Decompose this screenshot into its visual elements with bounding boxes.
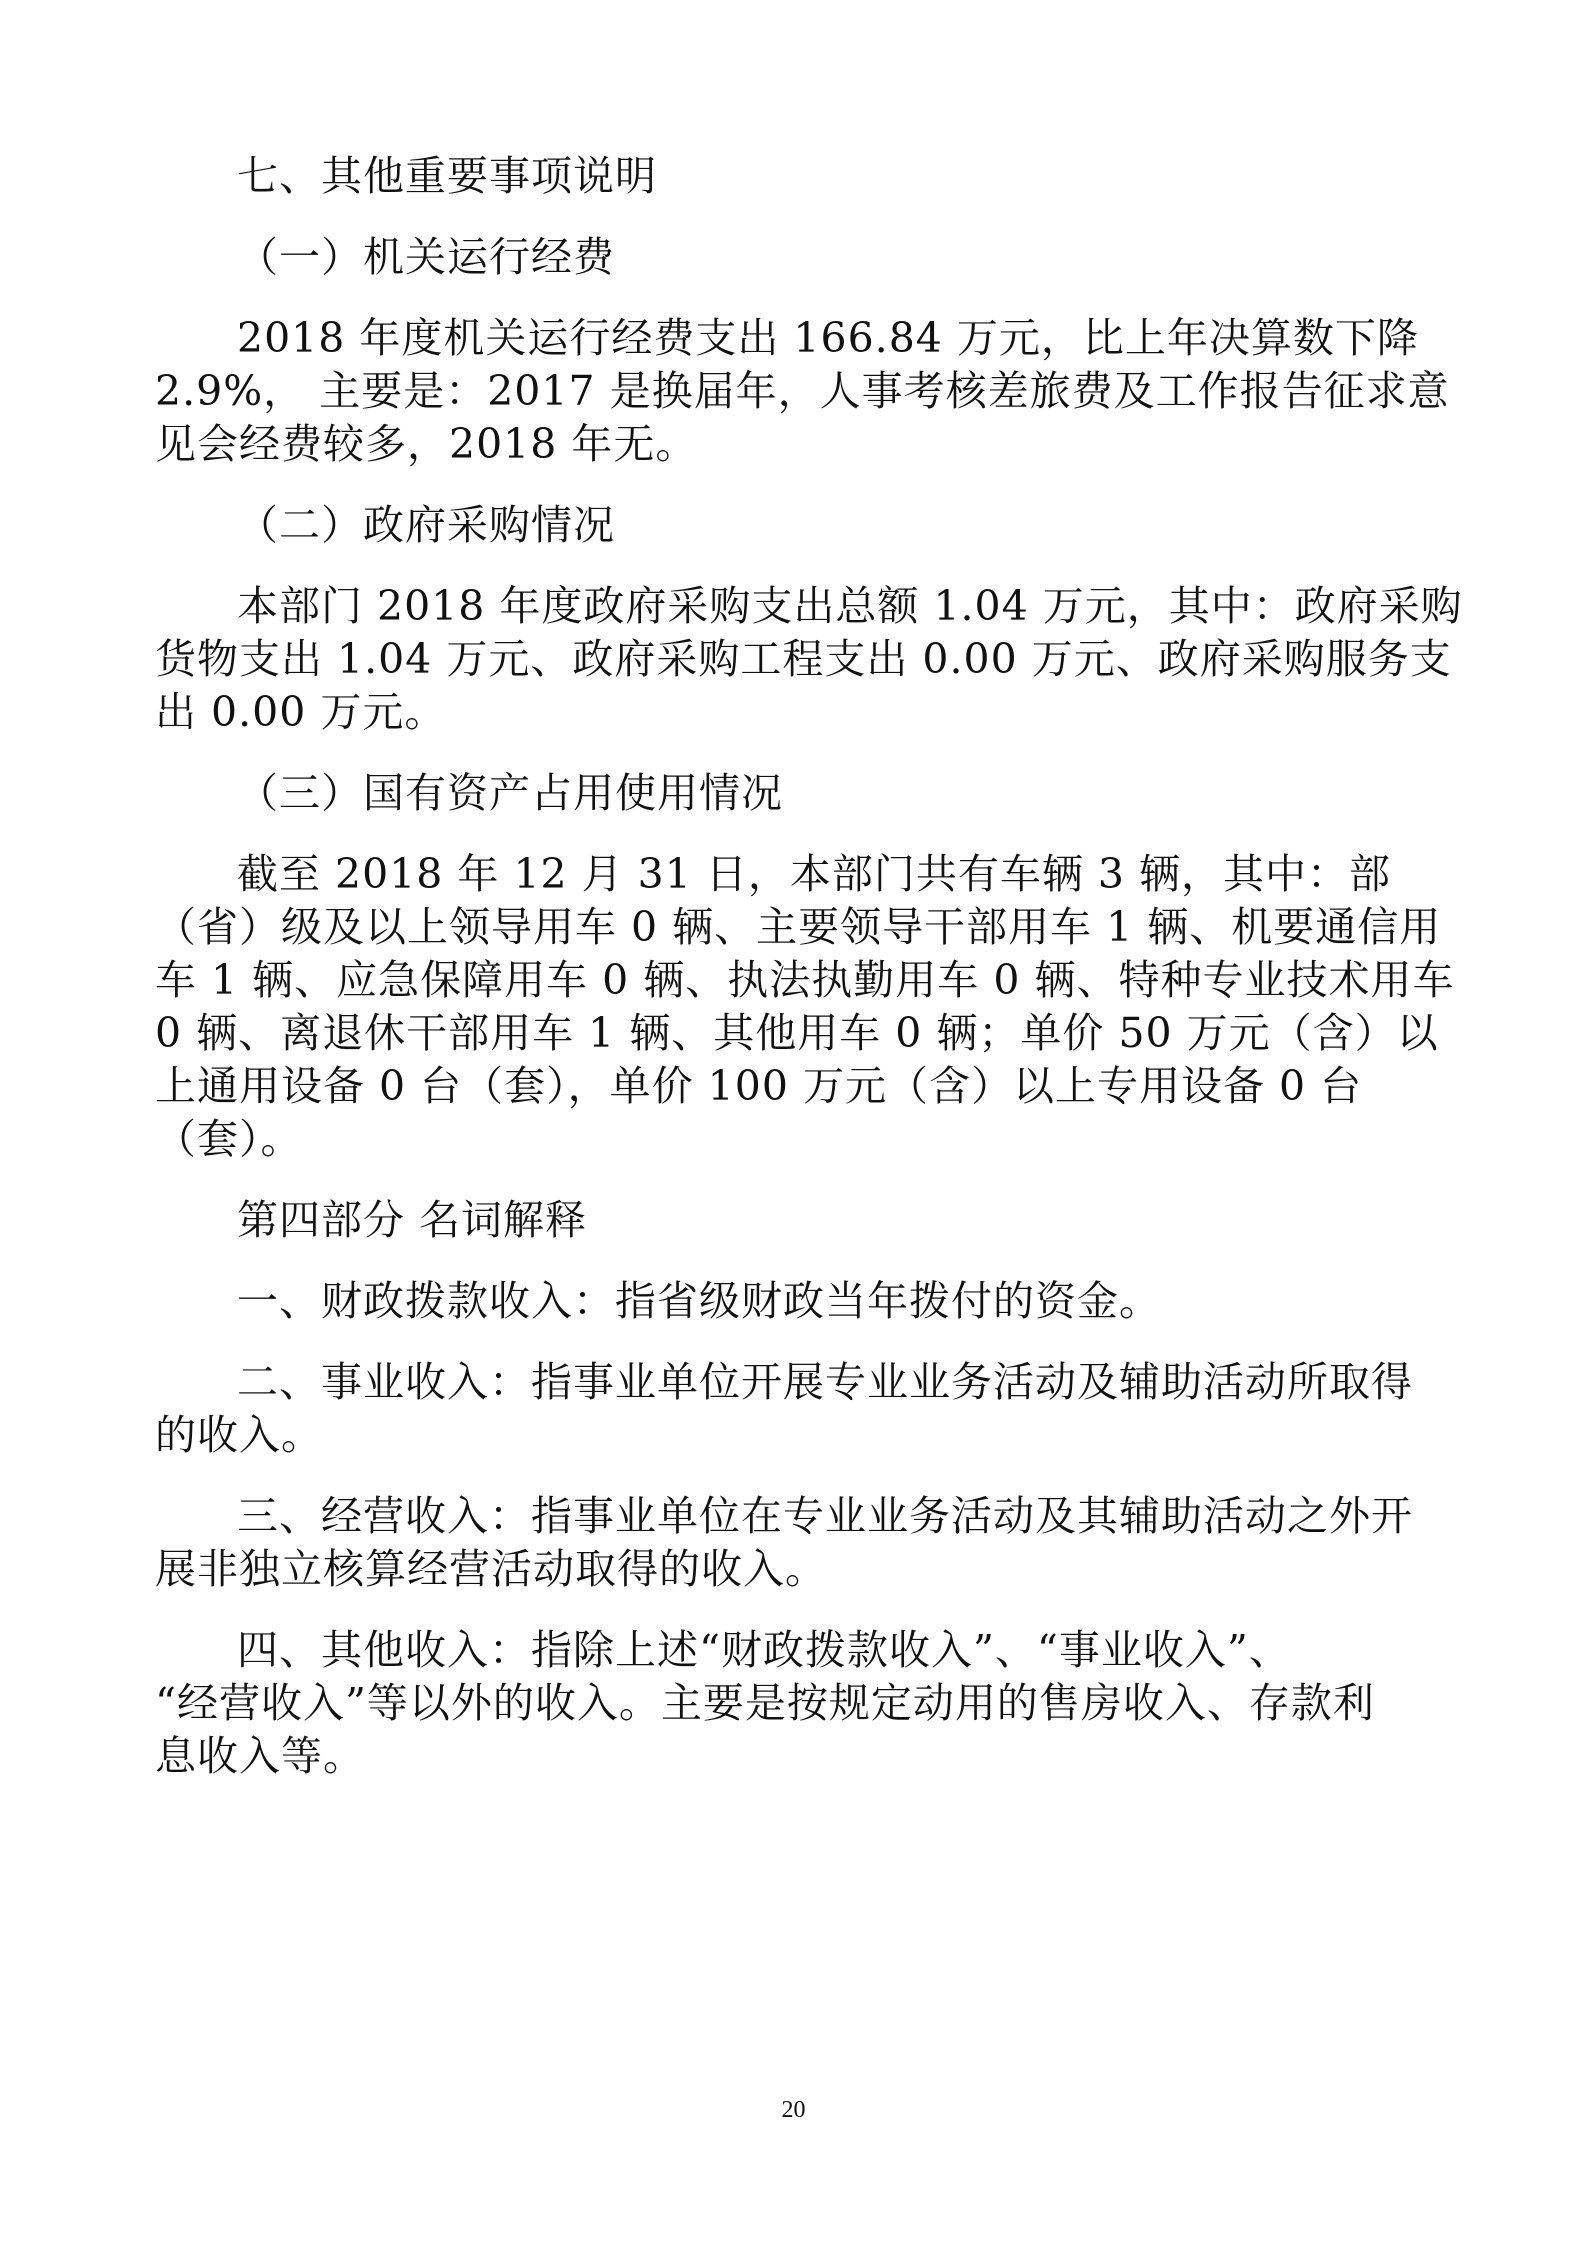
paragraph-gap — [155, 1596, 1440, 1624]
text-line: 展非独立核算经营活动取得的收入。 — [155, 1545, 827, 1593]
paragraph — [155, 1490, 1440, 1596]
paragraph-gap — [155, 1247, 1440, 1275]
paragraph-gap — [155, 552, 1440, 580]
text-line: （省）级及以上领导用车 0 辆、主要领导干部用车 1 辆、机要通信用 — [155, 903, 1442, 951]
text-line: 车 1 辆、应急保障用车 0 辆、执法执勤用车 0 辆、特种专业技术用车 — [155, 956, 1455, 1004]
text-line: 出 0.00 万元。 — [155, 688, 447, 736]
paragraph — [155, 1194, 1440, 1247]
text-line: 0 辆、离退休干部用车 1 辆、其他用车 0 辆；单价 50 万元（含）以 — [155, 1009, 1439, 1057]
text-line: （套）。 — [155, 1115, 303, 1163]
paragraph — [155, 312, 1450, 471]
text-line: 2018 年度机关运行经费支出 166.84 万元，比上年决算数下降 — [237, 314, 1419, 362]
document-body — [155, 150, 1463, 1783]
text-line: 见会经费较多，2018 年无。 — [155, 420, 698, 468]
paragraph-gap — [155, 1328, 1440, 1356]
paragraph — [155, 150, 1440, 203]
paragraph-gap — [155, 1166, 1440, 1194]
paragraph — [155, 1356, 1440, 1462]
paragraph-gap — [155, 1462, 1440, 1490]
text-line: “经营收入”等以外的收入。主要是按规定动用的售房收入、存款利 — [155, 1679, 1375, 1727]
text-line: 2.9%， 主要是：2017 是换届年，人事考核差旅费及工作报告征求意 — [155, 367, 1450, 415]
text-line: 四、其他收入：指除上述“财政拨款收入”、“事业收入”、 — [237, 1626, 1291, 1674]
page-number: 20 — [781, 2097, 806, 2123]
paragraph-gap — [155, 739, 1440, 767]
text-line: 二、事业收入：指事业单位开展专业业务活动及辅助活动所取得 — [237, 1358, 1413, 1406]
paragraph-gap — [155, 284, 1440, 312]
paragraph-gap — [155, 471, 1440, 499]
text-line: 息收入等。 — [155, 1732, 365, 1780]
paragraph — [155, 767, 1440, 820]
text-line: 一、财政拨款收入：指省级财政当年拨付的资金。 — [237, 1277, 1161, 1325]
text-line: 货物支出 1.04 万元、政府采购工程支出 0.00 万元、政府采购服务支 — [155, 635, 1452, 683]
paragraph — [155, 848, 1455, 1166]
paragraph — [155, 499, 1440, 552]
paragraph-gap — [155, 203, 1440, 231]
paragraph — [155, 231, 1440, 284]
text-line: 截至 2018 年 12 月 31 日，本部门共有车辆 3 辆，其中：部 — [237, 850, 1392, 898]
paragraph — [155, 1624, 1440, 1783]
paragraph-gap — [155, 820, 1440, 848]
text-line: 本部门 2018 年度政府采购支出总额 1.04 万元，其中：政府采购 — [237, 582, 1463, 630]
text-line: 七、其他重要事项说明 — [237, 152, 657, 200]
text-line: 上通用设备 0 台（套），单价 100 万元（含）以上专用设备 0 台 — [155, 1062, 1363, 1110]
text-line: （三）国有资产占用使用情况 — [237, 769, 783, 817]
text-line: 的收入。 — [155, 1411, 323, 1459]
text-line: 第四部分 名词解释 — [237, 1196, 588, 1244]
paragraph — [155, 1275, 1440, 1328]
text-line: （一）机关运行经费 — [237, 233, 615, 281]
text-line: 三、经营收入：指事业单位在专业业务活动及其辅助活动之外开 — [237, 1492, 1413, 1540]
paragraph — [155, 580, 1463, 739]
text-line: （二）政府采购情况 — [237, 501, 615, 549]
